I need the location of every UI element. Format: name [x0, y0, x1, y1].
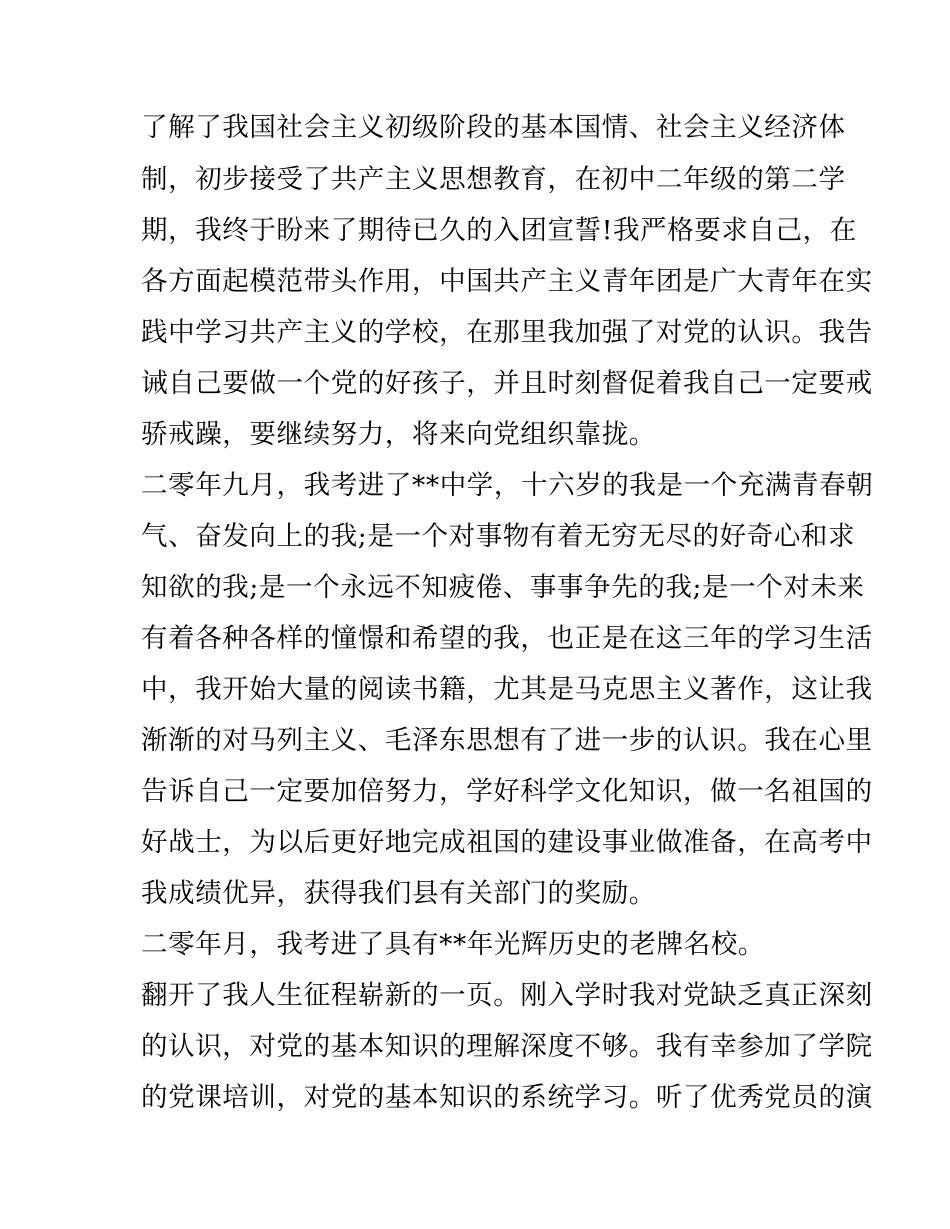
text-line: 了解了我国社会主义初级阶段的基本国情、社会主义经济体 [141, 112, 846, 143]
text-line: 渐渐的对马列主义、毛泽东思想有了进一步的认识。我在心里 [141, 725, 873, 756]
text-line: 的认识，对党的基本知识的理解深度不够。我有幸参加了学院 [141, 1031, 873, 1062]
text-line: 我成绩优异，获得我们县有关部门的奖励。 [141, 878, 656, 909]
text-line: 的党课培训，对党的基本知识的系统学习。听了优秀党员的演 [141, 1082, 873, 1113]
text-line: 有着各种各样的憧憬和希望的我，也正是在这三年的学习生活 [141, 623, 873, 654]
text-line: 二零年九月，我考进了**中学，十六岁的我是一个充满青春朝 [141, 470, 874, 501]
text-line: 告诉自己一定要加倍努力，学好科学文化知识，做一名祖国的 [141, 776, 873, 807]
text-line: 制，初步接受了共产主义思想教育，在初中二年级的第二学 [141, 164, 846, 195]
text-line: 各方面起模范带头作用，中国共产主义青年团是广大青年在实 [141, 266, 873, 297]
text-line: 翻开了我人生征程崭新的一页。刚入学时我对党缺乏真正深刻 [141, 980, 873, 1011]
text-line: 骄戒躁，要继续努力，将来向党组织靠拢。 [141, 419, 656, 450]
text-line: 中，我开始大量的阅读书籍，尤其是马克思主义著作，这让我 [141, 674, 873, 705]
text-line: 践中学习共产主义的学校，在那里我加强了对党的认识。我告 [141, 317, 873, 348]
text-line: 诫自己要做一个党的好孩子，并且时刻督促着我自己一定要戒 [141, 368, 873, 399]
text-line: 知欲的我;是一个永远不知疲倦、事事争先的我;是一个对未来 [141, 572, 865, 603]
text-line: 气、奋发向上的我;是一个对事物有着无穷无尽的好奇心和求 [141, 521, 856, 552]
text-line: 二零年月，我考进了具有**年光辉历史的老牌名校。 [141, 929, 765, 960]
text-line: 好战士，为以后更好地完成祖国的建设事业做准备，在高考中 [141, 827, 873, 858]
text-line: 期，我终于盼来了期待已久的入团宣誓!我严格要求自己，在 [141, 215, 857, 246]
